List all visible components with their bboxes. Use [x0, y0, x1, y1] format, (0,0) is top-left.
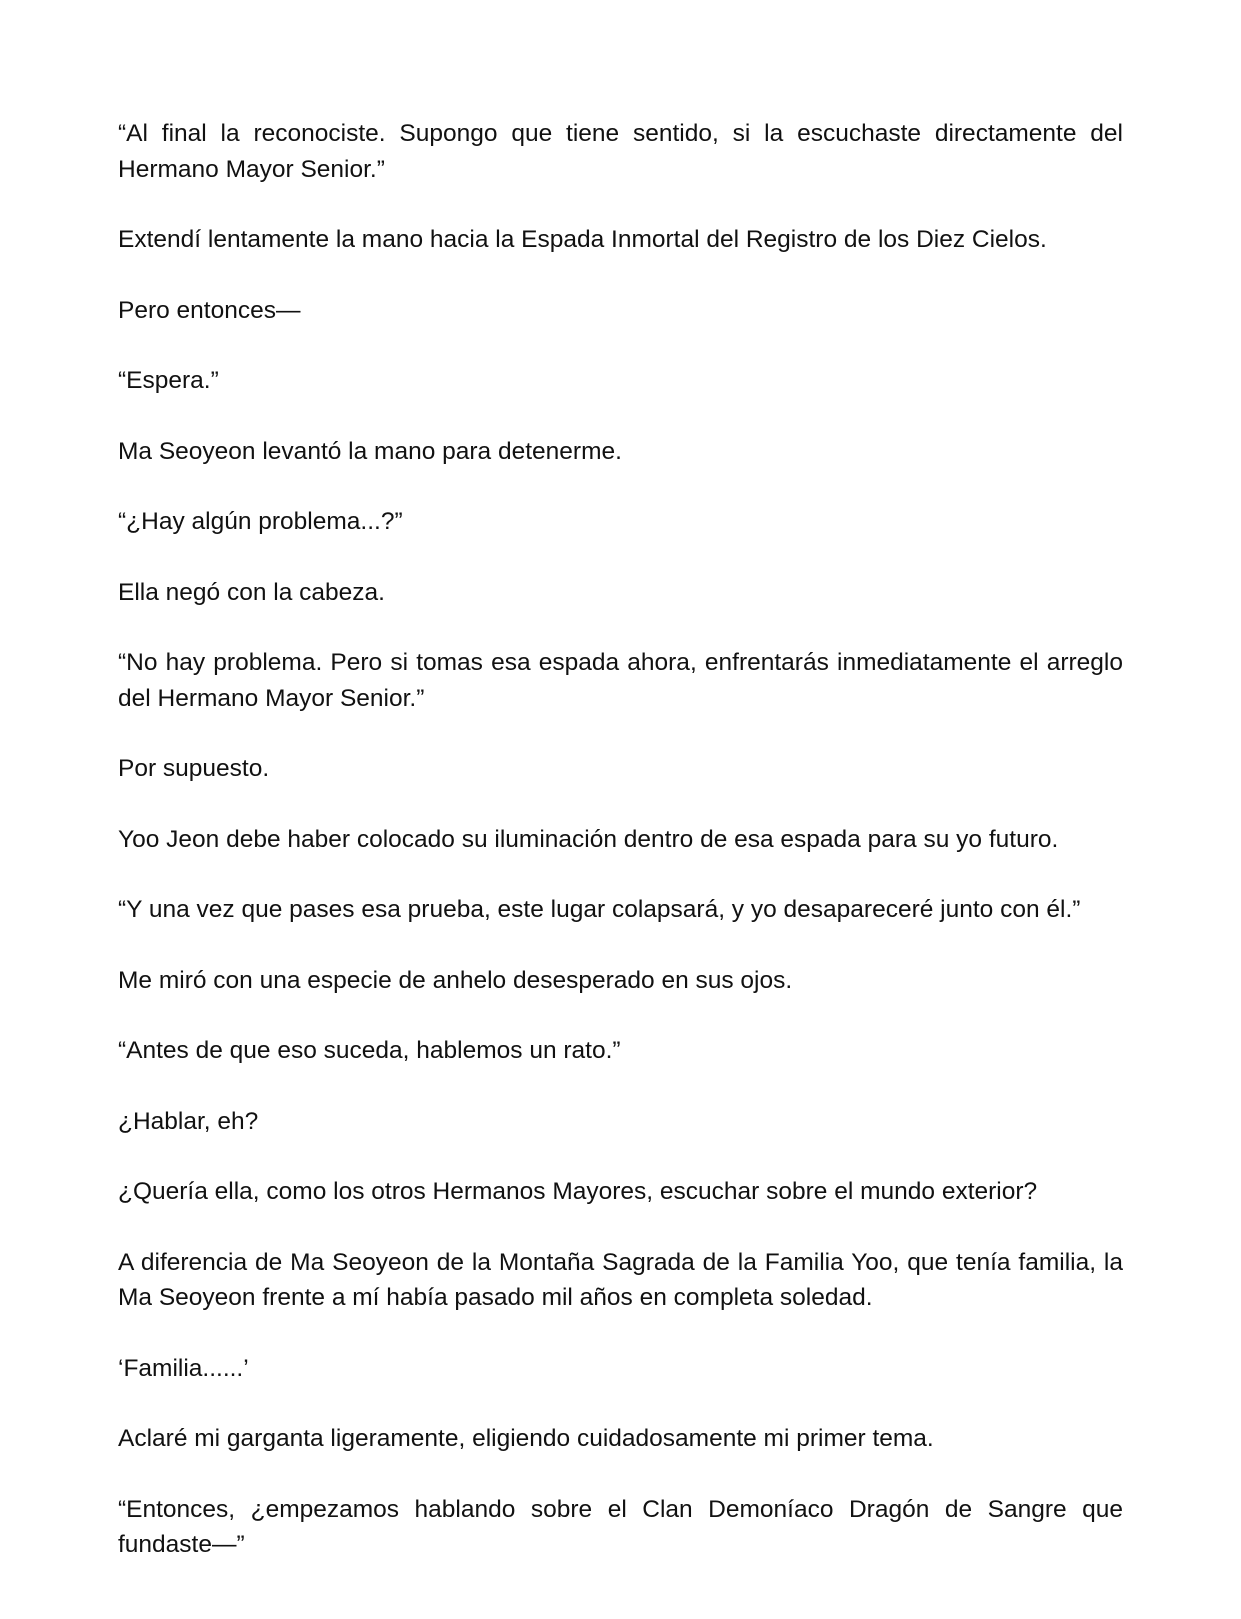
document-body	[118, 116, 1123, 1598]
paragraph: “Al final la reconociste. Supongo que tiene sentido, si la escuchaste directamente del Hermano Mayor Senior.”	[118, 120, 1123, 183]
paragraph: Aclaré mi garganta ligeramente, eligiendo cuidadosamente mi primer tema.	[118, 1425, 934, 1452]
paragraph: “¿Hay algún problema...?”	[118, 508, 403, 535]
paragraph: “Espera.”	[118, 367, 219, 394]
paragraph: Me miró con una especie de anhelo desesperado en sus ojos.	[118, 966, 793, 994]
paragraph: Pero entonces—	[118, 296, 301, 324]
paragraph: ‘Familia......’	[118, 1354, 249, 1382]
paragraph: “Y una vez que pases esa prueba, este lugar colapsará, y yo desapareceré junto con él.”	[118, 896, 1081, 923]
paragraph: ¿Quería ella, como los otros Hermanos Mayores, escuchar sobre el mundo exterior?	[118, 1178, 1038, 1205]
paragraph: “Antes de que eso suceda, hablemos un rato.”	[118, 1037, 621, 1064]
paragraph: “No hay problema. Pero si tomas esa espada ahora, enfrentarás inmediatamente el arreglo del Hermano Mayor Senior.”	[118, 649, 1123, 712]
paragraph: Yoo Jeon debe haber colocado su iluminación dentro de esa espada para su yo futuro.	[118, 825, 1059, 853]
paragraph: Ella negó con la cabeza.	[118, 578, 385, 606]
paragraph: Ma Seoyeon levantó la mano para detenerme.	[118, 437, 622, 465]
paragraph: A diferencia de Ma Seoyeon de la Montaña Sagrada de la Familia Yoo, que tenía familia, la Ma Seoyeon frente a mí había pasado mil años en completa soledad.	[118, 1248, 1123, 1311]
paragraph: Extendí lentamente la mano hacia la Espada Inmortal del Registro de los Diez Cielos.	[118, 226, 1047, 253]
paragraph: Por supuesto.	[118, 755, 270, 782]
paragraph: ¿Hablar, eh?	[118, 1107, 259, 1135]
paragraph: “Entonces, ¿empezamos hablando sobre el Clan Demoníaco Dragón de Sangre que fundaste—”	[118, 1495, 1123, 1558]
